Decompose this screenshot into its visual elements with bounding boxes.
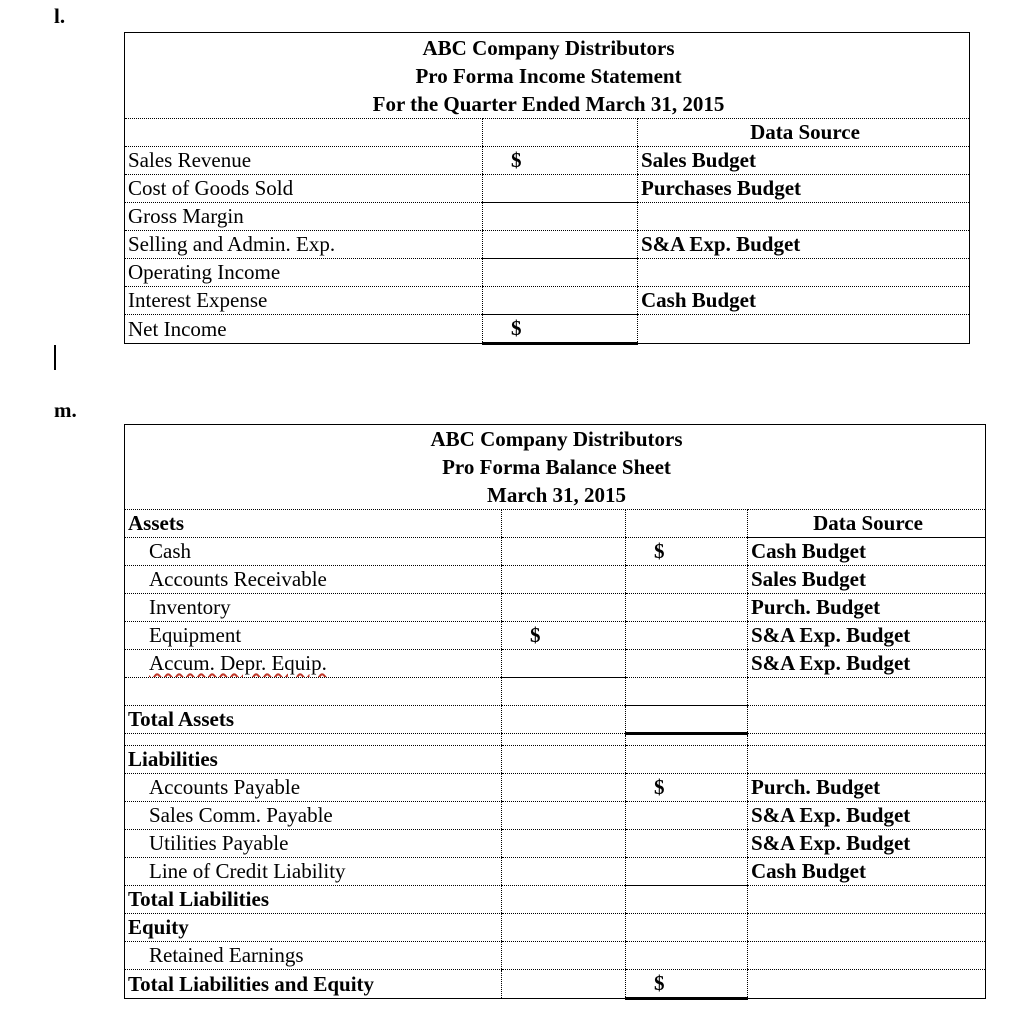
row-label: Line of Credit Liability <box>125 858 502 886</box>
col1-cell <box>502 942 626 970</box>
row-label: Selling and Admin. Exp. <box>125 231 483 259</box>
row-label: Retained Earnings <box>125 942 502 970</box>
source-cell <box>748 734 986 746</box>
source-cell <box>638 203 970 231</box>
col1-cell <box>502 746 626 774</box>
source-cell: S&A Exp. Budget <box>748 830 986 858</box>
col1-cell <box>502 678 626 706</box>
source-cell: S&A Exp. Budget <box>748 650 986 678</box>
col2-cell <box>626 510 748 538</box>
col2-cell: $ <box>626 774 748 802</box>
data-source-header: Data Source <box>638 119 970 147</box>
col1-cell <box>502 566 626 594</box>
row-label: Sales Comm. Payable <box>125 802 502 830</box>
row-label: Assets <box>125 510 502 538</box>
table-row <box>125 315 970 344</box>
row-label: Inventory <box>125 594 502 622</box>
table-row <box>125 734 986 746</box>
statement-period: March 31, 2015 <box>487 483 627 507</box>
col2-cell <box>626 594 748 622</box>
table-row <box>125 802 986 830</box>
col1-cell <box>502 594 626 622</box>
col2-cell <box>626 706 748 734</box>
col1-cell <box>502 802 626 830</box>
source-cell: Purch. Budget <box>748 594 986 622</box>
balance-sheet-table <box>124 424 986 1000</box>
col2-cell <box>626 734 748 746</box>
row-label: Total Assets <box>125 706 502 734</box>
table-row <box>125 830 986 858</box>
col1-cell <box>502 538 626 566</box>
col2-cell <box>626 566 748 594</box>
table-row <box>125 678 986 706</box>
col2-cell: $ <box>626 970 748 999</box>
col2-cell <box>626 746 748 774</box>
source-cell <box>748 970 986 999</box>
amount-cell: $ <box>483 315 638 344</box>
col2-cell <box>626 830 748 858</box>
col1-cell <box>502 970 626 999</box>
source-cell: Cash Budget <box>638 287 970 315</box>
col1-cell <box>502 510 626 538</box>
source-cell: S&A Exp. Budget <box>748 802 986 830</box>
row-label <box>125 734 502 746</box>
row-label: Total Liabilities <box>125 886 502 914</box>
row-label <box>125 650 502 678</box>
data-source-header: Data Source <box>748 510 986 538</box>
table-row <box>125 970 986 999</box>
source-cell <box>748 678 986 706</box>
text-cursor <box>54 345 56 370</box>
amount-cell <box>483 259 638 287</box>
row-label: Interest Expense <box>125 287 483 315</box>
row-label: Accounts Receivable <box>125 566 502 594</box>
col2-cell <box>626 942 748 970</box>
source-cell <box>748 746 986 774</box>
col2-cell <box>626 886 748 914</box>
amount-cell: $ <box>483 147 638 175</box>
row-label: Accounts Payable <box>125 774 502 802</box>
col1-cell <box>502 830 626 858</box>
statement-title: Pro Forma Income Statement <box>415 64 682 88</box>
source-cell <box>638 315 970 344</box>
table-row <box>125 231 970 259</box>
source-cell: S&A Exp. Budget <box>638 231 970 259</box>
table-row <box>125 942 986 970</box>
table-row <box>125 175 970 203</box>
row-label: Cash <box>125 538 502 566</box>
row-label <box>125 678 502 706</box>
table-row <box>125 914 986 942</box>
section-m-label: m. <box>54 398 77 422</box>
table-row <box>125 147 970 175</box>
amount-cell <box>483 287 638 315</box>
section-l-label: l. <box>54 4 66 28</box>
col2-cell <box>626 914 748 942</box>
table-row <box>125 594 986 622</box>
col1-cell <box>502 858 626 886</box>
col1-cell: $ <box>502 622 626 650</box>
company-title: ABC Company Distributors <box>422 36 675 60</box>
source-cell: Cash Budget <box>748 858 986 886</box>
statement-title: Pro Forma Balance Sheet <box>442 455 671 479</box>
income-statement-header <box>125 33 970 119</box>
amount-cell <box>483 231 638 259</box>
table-row <box>125 706 986 734</box>
company-title: ABC Company Distributors <box>430 427 683 451</box>
balance-sheet-header <box>125 425 986 510</box>
table-row <box>125 259 970 287</box>
source-cell: Sales Budget <box>638 147 970 175</box>
col2-cell: $ <box>626 538 748 566</box>
table-row <box>125 203 970 231</box>
col2-cell <box>626 678 748 706</box>
table-row <box>125 774 986 802</box>
empty-cell <box>483 119 638 147</box>
income-statement-table <box>124 32 970 345</box>
col2-cell <box>626 650 748 678</box>
table-row <box>125 538 986 566</box>
table-row <box>125 858 986 886</box>
table-row <box>125 650 986 678</box>
row-label: Equity <box>125 914 502 942</box>
source-cell: S&A Exp. Budget <box>748 622 986 650</box>
table-row <box>125 510 986 538</box>
source-cell <box>748 706 986 734</box>
col1-cell <box>502 734 626 746</box>
row-label: Operating Income <box>125 259 483 287</box>
table-row <box>125 746 986 774</box>
statement-period: For the Quarter Ended March 31, 2015 <box>372 92 725 116</box>
table-row <box>125 886 986 914</box>
col2-cell <box>626 622 748 650</box>
row-label: Utilities Payable <box>125 830 502 858</box>
row-label: Net Income <box>125 315 483 344</box>
row-label: Liabilities <box>125 746 502 774</box>
empty-cell <box>125 119 483 147</box>
source-cell: Sales Budget <box>748 566 986 594</box>
table-row <box>125 287 970 315</box>
col2-cell <box>626 802 748 830</box>
col1-cell <box>502 914 626 942</box>
row-label: Equipment <box>125 622 502 650</box>
amount-cell <box>483 175 638 203</box>
table-row <box>125 566 986 594</box>
source-cell: Purch. Budget <box>748 774 986 802</box>
row-label: Gross Margin <box>125 203 483 231</box>
col1-cell <box>502 774 626 802</box>
source-cell <box>638 259 970 287</box>
source-cell <box>748 942 986 970</box>
source-cell: Cash Budget <box>748 538 986 566</box>
source-cell: Purchases Budget <box>638 175 970 203</box>
col1-cell <box>502 706 626 734</box>
col1-cell <box>502 886 626 914</box>
row-label: Total Liabilities and Equity <box>125 970 502 999</box>
row-label: Cost of Goods Sold <box>125 175 483 203</box>
row-label-text: Accum. Depr. Equip. <box>149 651 327 675</box>
amount-cell <box>483 203 638 231</box>
source-cell <box>748 886 986 914</box>
table-row <box>125 622 986 650</box>
source-cell <box>748 914 986 942</box>
row-label: Sales Revenue <box>125 147 483 175</box>
col2-cell <box>626 858 748 886</box>
col1-cell <box>502 650 626 678</box>
